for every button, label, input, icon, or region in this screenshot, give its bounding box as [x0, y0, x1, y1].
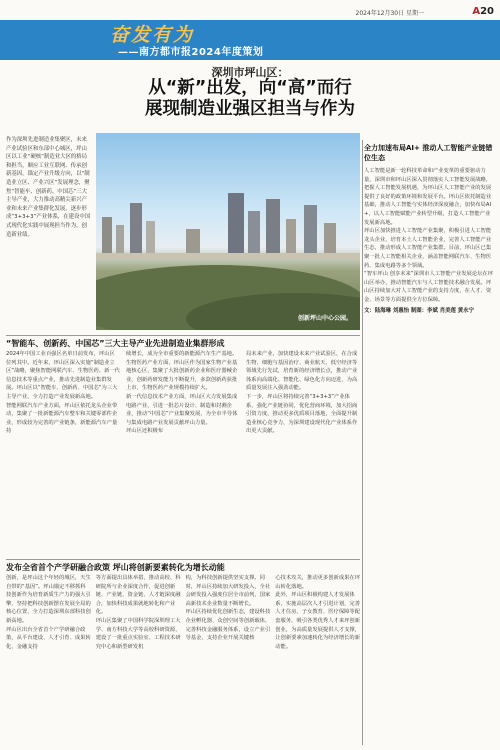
banner-title: 奋发有为	[110, 24, 195, 46]
feature-headline	[0, 78, 500, 120]
section2-text-col-3: 构，为科技创新提供坚实支撑。同时，坪山区持续加大研发投入，全社会研发投入强度位居全市前列，国家高新技术企业数量不断增长。 坪山区持续优化创新生态，建设科技企业孵化器、众创空间等创新载体，完善科技金融服务体系，设立产业引导基金，支持企业开展关键核	[185, 575, 271, 642]
section1-title: “智能车、创新药、中国芯”三大主导产业先进制造业集群形成	[6, 339, 225, 348]
page-section-label: A	[472, 6, 481, 17]
right-article	[364, 143, 494, 315]
section1-text-col-2: 续增长，成为全市重要的新能源汽车生产基地。 生物医药产业方面，坪山区作为国家生物产业基地核心区，集聚了大批创新药企业和医疗器械企业，创新药研发能力不断提升，多款创新药获批上市，生物医药产业规模持续扩大。 新一代信息技术产业方面，坪山区大力发展集成电路产业，引进一批芯片设计、制造和封测企业，推动“中国芯”产业集聚发展，为全市半导体与集成电路产业发展贡献坪山力量。 坪山区还积极布	[126, 351, 238, 435]
feature-kicker: 深圳市坪山区：	[211, 66, 289, 79]
banner-subtitle: ——南方都市报2024年度策划	[118, 47, 264, 58]
headline-line-1: 从“新”出发，向“高”而行	[148, 78, 352, 98]
section2-text-col-4: 心技术攻关，推动更多创新成果在坪山转化落地。 此外，坪山区积极构建人才发展体系，实施高层次人才引进计划，完善人才住房、子女教育、医疗保障等配套服务，吸引各类优秀人才来坪创新创业，为高质量发展提供人才支撑，让创新要素加速转化为经济增长的新动能。	[275, 575, 360, 650]
section1-body	[6, 350, 360, 558]
page-number-value: 20	[480, 6, 494, 17]
section-divider	[6, 559, 360, 560]
column-divider	[362, 140, 363, 745]
city-photo	[96, 133, 360, 330]
section2-text-col-2: 等方面提出具体举措，推动高校、科研院所与企业深度合作，促进创新链、产业链、资金链、人才链深度融合，加快科技成果就地转化和产业化。 坪山区集聚了中国科学院深圳理工大学、南方科技大学等高校科研资源，建设了一批重点实验室、工程技术研究中心和新型研发机	[95, 575, 181, 650]
byline: 文：陆海琳 刘惠怡 制图：李斌 肖美莲 黄永宁	[364, 307, 474, 314]
section2-body	[6, 574, 360, 744]
section1-text-col-3: 局未来产业，加快建设未来产业试验区，在合成生物、细胞与基因治疗、商业航天、低空经济等领域先行先试，培育新的经济增长点，推动产业体系向高端化、智能化、绿色化方向迈进，为高质量发展注入强劲动能。 下一步，坪山区将持续完善“3+3+3”产业体系，强化产业链协同，优化营商环境，加大招商引资力度，推动更多优质项目落地，全面提升制造业核心竞争力，为深圳建设现代化产业体系作出更大贡献。	[246, 351, 358, 435]
photo-caption: 创新坪山中心公园。	[297, 315, 352, 322]
section-divider	[6, 335, 360, 336]
right-article-title: 全力加速布局AI+ 推动人工智能产业链错位生态	[364, 144, 493, 162]
right-article-body: 人工智能是新一轮科技革命和产业变革的重要驱动力量，深圳市和坪山区深入贯彻落实人工智能发展战略，把握人工智能发展机遇，为坪山区人工智能产业的发展提供了良好的政策环境和发展平台。坪山区依托制造业基础，推动人工智能与实体经济深度融合，加快布局AI+，以人工智能赋能产业转型升级，打造人工智能产业发展新高地。 坪山区加快推进人工智能产业集聚，积极引进人工智能龙头企业，培育本土人工智能企业，完善人工智能产业生态，推动形成人工智能产业集群。目前，坪山区已集聚一批人工智能相关企业，涵盖智能网联汽车、生物医药、集成电路等多个领域。 “智车坪山 创享未来”深圳市人工智能产业发展论坛在坪山区举办，推动智能汽车与人工智能技术融合发展。坪山区持续加大对人工智能产业的支持力度，在人才、资金、场景等方面提供全方位保障。	[364, 168, 494, 303]
lead-paragraph: 作为深圳先进制造业集聚区，未来产业试验区和东部中心城区，坪山区以工业“硬核”制造业大区的格局和担当，顺应工业互联网、传承创新基因，锚定产业升级方向，以“制造业立区、产业兴区”发展理念，聚焦“智能车、创新药、中国芯”三大主导产业，大力推动高精尖新兴产业和未来产业集群化发展，逐步形成“3+3+3”产业体系，在建设中国式现代化实践中展现担当作为，创造新业绩。	[6, 137, 91, 238]
headline-line-2: 展现制造业强区担当与作为	[145, 99, 355, 119]
issue-date: 2024年12月30日 星期一	[355, 10, 424, 17]
skyline-illustration	[96, 133, 360, 330]
header-banner	[0, 20, 500, 60]
section2-title: 发布全省首个产学研融合政策 坪山将创新要素转化为增长动能	[6, 563, 225, 572]
section2-text: 创新，是坪山这个年轻的城区，天生自带的“基因”。坪山锚定不移抓科技创新作为培育新质生产力的强大引擎，坚持把科技创新摆在发展全局的核心位置，全力打造深圳东部科技创新高地。 坪山区出台全省首个产学研融合政策，从平台建设、人才引育、成果转化、金融支持	[6, 575, 91, 650]
page-meta	[0, 6, 500, 20]
page-number	[472, 6, 494, 17]
section1-text: 2024年中国工业百强区名单日前发布，坪山区位列其中。近年来，坪山区深入实施“制造业立区”战略，聚焦智能网联汽车、生物医药、新一代信息技术等重点产业，推动先进制造业集群发展。坪山区以“智能车、创新药、中国芯”为三大主导产业，全力打造产业发展新高地。 智能网联汽车产业方面，坪山区依托龙头企业带动，集聚了一批新能源汽车整车和关键零部件企业，形成较为完善的产业链条，新能源汽车产量持	[6, 351, 120, 435]
